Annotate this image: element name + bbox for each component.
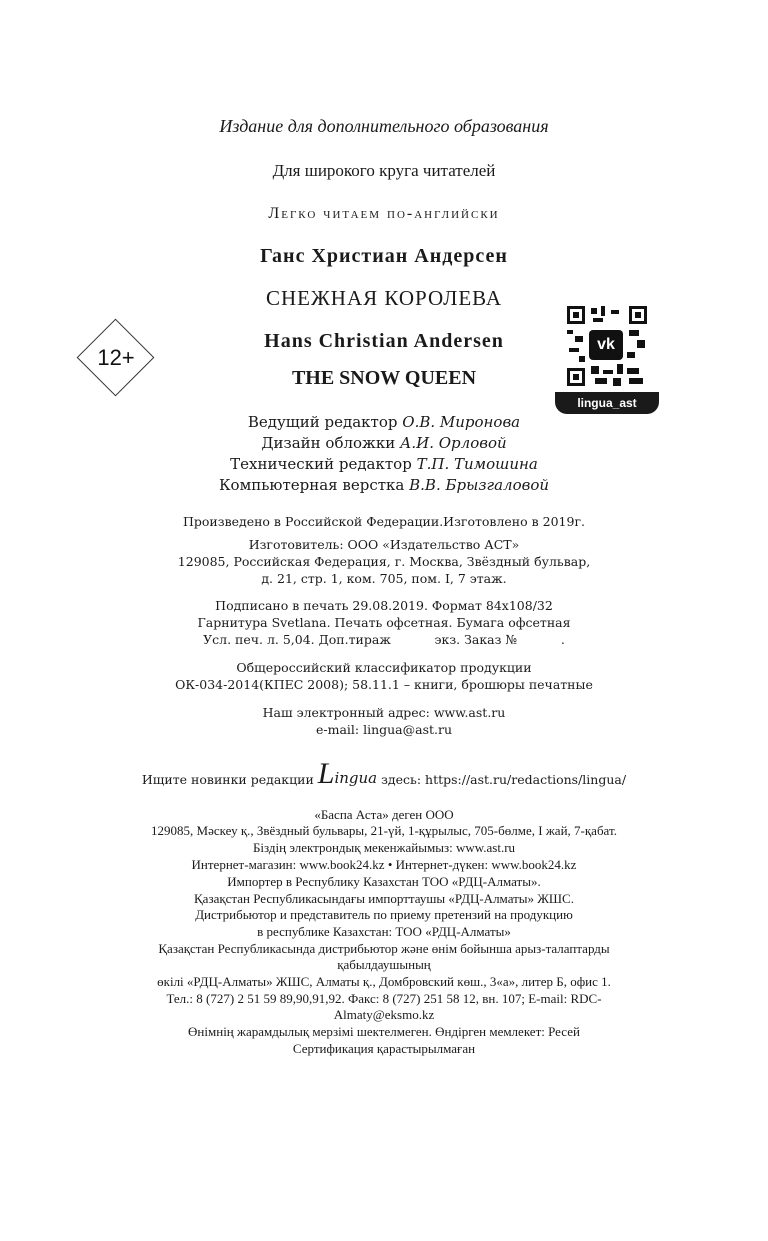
credit-name: О.В. Миронова [402,413,521,431]
kz-line: Импортер в Республику Казахстан ТОО «РДЦ-Алматы». [227,874,541,889]
classifier-line-2: ОК-034-2014(КПЕС 2008); 58.11.1 – книги, брошюры печатные [175,677,593,692]
kz-line: «Баспа Аста» деген ООО [314,807,454,822]
kz-line: 129085, Мәскеу қ., Звёздный бульвары, 21-үй, 1-құрылыс, 705-бөлме, I жай, 7-қабат. [151,823,617,838]
credit-role: Дизайн обложки [261,434,396,452]
print-sheets: Усл. печ. л. 5,04. Доп.тираж экз. Заказ № . [203,632,565,647]
manufacturer: Изготовитель: ООО «Издательство АСТ» [248,537,520,552]
credit-name: В.В. Брызгаловой [409,476,550,494]
website: Наш электронный адрес: www.ast.ru [262,705,506,720]
credit-role: Технический редактор [230,455,412,473]
kz-line: Қазақстан Республикасында дистрибьютор және өнім бойынша арыз-талаптарды [158,941,610,956]
search-link[interactable]: здесь: https://ast.ru/redactions/lingua/ [381,772,627,787]
lingua-search-line [0,758,768,792]
kz-line: Біздің электрондық мекенжайымыз: www.ast.ru [252,840,516,855]
author-en: Hans Christian Andersen [264,330,504,352]
search-prefix: Ищите новинки редакции [141,772,314,787]
address-line-2: д. 21, стр. 1, ком. 705, пом. I, 7 этаж. [261,571,507,586]
edition-note: Издание для дополнительного образования [219,116,549,136]
credit-lead-editor [0,413,768,431]
kz-line: өкілі «РДЦ-Алматы» ЖШС, Алматы қ., Домбровский көш., 3«а», литер Б, офис 1. [157,974,611,989]
address-line-1: 129085, Российская Федерация, г. Москва, Звёздный бульвар, [177,554,591,569]
kz-line: Сертификация қарастырылмаған [292,1041,476,1056]
print-font-paper: Гарнитура Svetlana. Печать офсетная. Бумага офсетная [197,615,571,630]
title-en: THE SNOW QUEEN [291,367,477,389]
credit-name: А.И. Орловой [400,434,507,452]
made-in: Произведено в Российской Федерации.Изготовлено в 2019г. [183,514,585,529]
author-ru: Ганс Христиан Андерсен [260,245,508,267]
print-signed: Подписано в печать 29.08.2019. Формат 84x108/32 [215,598,553,613]
kz-line: қабылдаушының [337,957,431,972]
credit-cover-design [0,434,768,452]
title-ru: СНЕЖНАЯ КОРОЛЕВА [265,286,503,310]
email: e-mail: lingua@ast.ru [315,722,453,737]
kz-line: Қазақстан Республикасындағы импорттаушы «РДЦ-Алматы» ЖШС. [194,891,574,906]
credit-name: Т.П. Тимошина [416,455,538,473]
kz-line: Интернет-магазин: www.book24.kz • Интернет-дүкен: www.book24.kz [191,857,577,872]
kz-line: Өнімнің жарамдылық мерзімі шектелмеген. Өндірген мемлекет: Ресей [188,1024,580,1039]
lingua-logo: Lingua [317,757,378,790]
kz-line: Тел.: 8 (727) 2 51 59 89,90,91,92. Факс: 8 (727) 251 58 12, вн. 107; E-mail: RDC- [166,991,602,1006]
age-rating-label: 12+ [97,345,135,370]
kz-line: в республике Казахстан: ТОО «РДЦ-Алматы» [257,924,511,939]
series-name: Легко читаем по-английски [268,205,500,222]
kz-line: Дистрибьютор и представитель по приему претензий на продукцию [195,907,573,922]
vk-icon: vk [589,330,623,360]
kz-line: Almaty@eksmo.kz [333,1007,435,1022]
credit-layout [0,476,768,494]
credit-tech-editor [0,455,768,473]
credit-role: Ведущий редактор [247,413,398,431]
classifier-line-1: Общероссийский классификатор продукции [236,660,532,675]
qr-code-block[interactable] [555,306,659,414]
credit-role: Компьютерная верстка [218,476,405,494]
qr-label: lingua_ast [555,392,659,414]
qr-code-icon [567,306,647,386]
age-rating-badge [77,319,155,397]
audience-note: Для широкого круга читателей [272,161,496,180]
